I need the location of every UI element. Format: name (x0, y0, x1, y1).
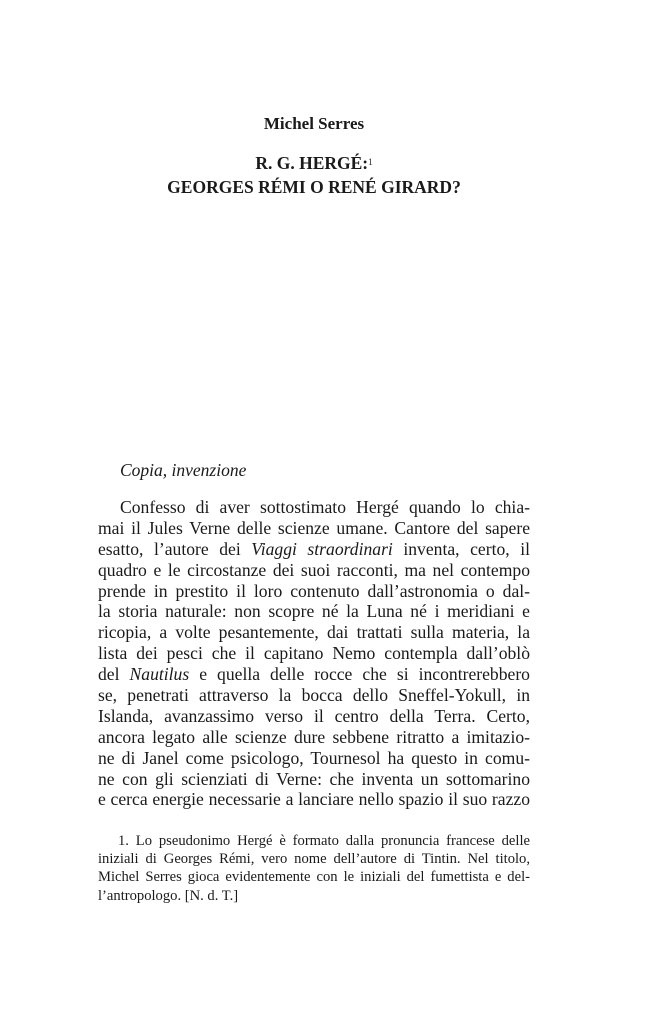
footnote-line: l’antropologo. [N. d. T.] (98, 887, 239, 904)
body-line: prende in prestito il loro contenuto dall’astronomia o dal- (98, 580, 530, 601)
body-line: lista dei pesci che il capitano Nemo contempla dall’oblò (98, 643, 530, 664)
body-line: e cerca energie necessarie a lanciare nello spazio il suo razzo (98, 789, 530, 810)
body-line: la storia naturale: non scopre né la Luna né i meridiani e (98, 601, 530, 622)
body-line: ricopia, a volte pesantemente, dai trattati sulla materia, la (98, 622, 530, 643)
footnote-line: 1. Lo pseudonimo Hergé è formato dalla pronuncia francese delle (118, 833, 530, 849)
footnote-line: Michel Serres gioca evidentemente con le iniziali del fumettista e del- (98, 869, 530, 886)
body-line: mai il Jules Verne delle scienze umane. Cantore del sapere (98, 517, 530, 538)
body-line (98, 539, 530, 560)
body-line: ne di Janel come psicologo, Tournesol ha questo in comu- (98, 747, 530, 768)
section-heading: Copia, invenzione (120, 460, 247, 480)
ship-name-italic: Nautilus (129, 664, 190, 685)
body-line: quadro e le circostanze dei suoi racconti, ma nel contempo (98, 559, 530, 580)
body-text: del (98, 664, 130, 685)
author-name: Michel Serres (263, 114, 365, 133)
body-line: ancora legato alle scienze dure sebbene ritratto a imitazio- (98, 726, 530, 747)
body-line: Confesso di aver sottostimato Hergé quando lo chia- (120, 497, 530, 517)
chapter-title (0, 151, 628, 199)
title-line-1 (0, 151, 628, 175)
body-text: e quella delle rocce che si incontrerebbero (189, 664, 530, 685)
title-line-1-text: R. G. HERGÉ: (255, 153, 369, 173)
body-paragraph (98, 497, 530, 810)
book-title-italic: Viaggi straordinari (251, 538, 393, 559)
body-text: inventa, certo, il (392, 538, 530, 559)
body-line: ne con gli scienziati di Verne: che inventa un sottomarino (98, 768, 530, 789)
footnote (98, 832, 530, 905)
title-line-2: GEORGES RÉMI O RENÉ GIRARD? (167, 177, 461, 197)
body-text: esatto, l’autore dei (98, 538, 252, 559)
body-line (98, 664, 530, 685)
footnote-line: iniziali di Georges Rémi, vero nome dell’autore di Tintin. Nel titolo, (98, 851, 530, 868)
body-line: Islanda, avanzassimo verso il centro della Terra. Certo, (98, 705, 530, 726)
footnote-reference: 1 (368, 157, 373, 167)
body-line: se, penetrati attraverso la bocca dello Sneffel-Yokull, in (98, 685, 530, 706)
